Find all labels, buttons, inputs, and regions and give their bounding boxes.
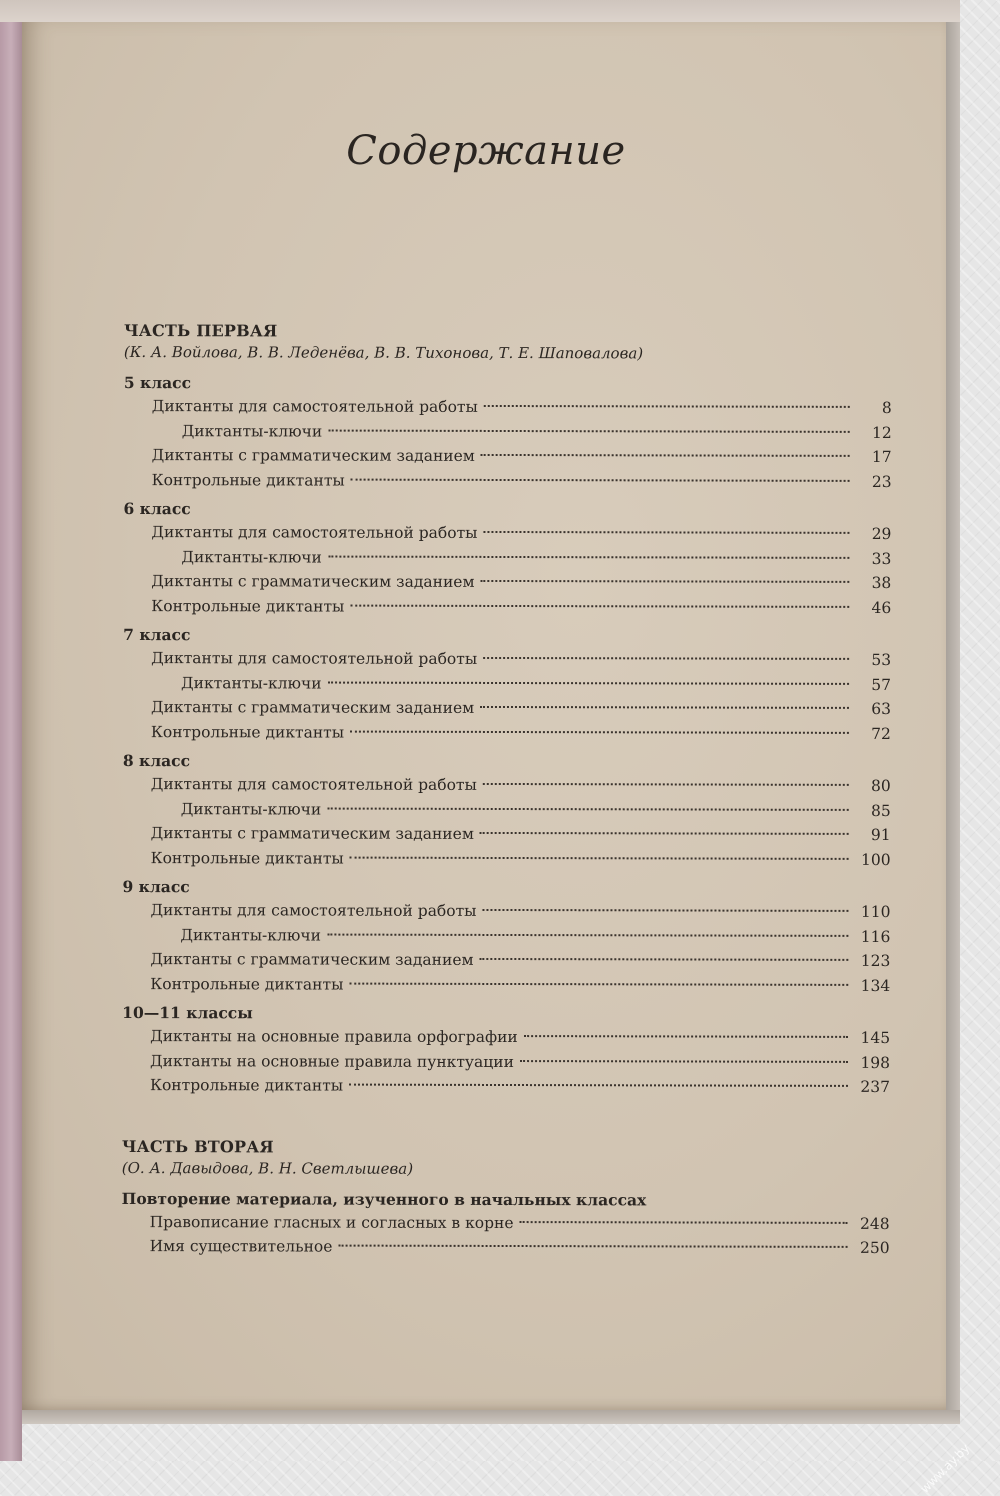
section-group	[122, 1187, 890, 1260]
section-title: Повторение материала, изученного в начальных классах	[121, 1188, 647, 1209]
book-cover-edge-bottom	[22, 1410, 960, 1424]
grade-title: 5 класс	[123, 372, 192, 393]
toc-entry-page: 145	[860, 1028, 891, 1048]
toc-entry[interactable]	[122, 1048, 890, 1075]
dot-leader	[327, 933, 848, 936]
toc-entry-page: 134	[860, 976, 891, 995]
dot-leader	[483, 657, 849, 660]
toc-entry-page: 123	[860, 951, 891, 971]
toc-entry-label: Контрольные диктанты	[151, 596, 345, 616]
part-authors: (К. А. Войлова, В. В. Леденёва, В. В. Тихонова, Т. Е. Шаповалова)	[123, 342, 644, 363]
dot-leader	[484, 405, 850, 408]
toc-entry[interactable]	[124, 418, 892, 445]
toc-entry-label: Контрольные диктанты	[150, 974, 344, 994]
grade-group	[122, 876, 890, 998]
grade-title: 6 класс	[123, 498, 191, 519]
dot-leader	[327, 807, 848, 810]
toc-entry-label: Диктанты на основные правила орфографии	[150, 1027, 518, 1047]
toc-entry-page: 12	[871, 423, 892, 442]
grade-title: 10—11 классы	[122, 1002, 253, 1023]
toc-entry[interactable]	[124, 394, 892, 421]
toc-entry[interactable]	[123, 670, 891, 697]
table-of-contents	[122, 320, 892, 1267]
dot-leader	[483, 783, 849, 786]
toc-entry-page: 57	[871, 675, 892, 694]
watermark: www.ay.by	[917, 1441, 972, 1496]
toc-entry-label: Диктанты с грамматическим заданием	[151, 572, 475, 591]
book-cover-edge-right	[946, 22, 960, 1422]
toc-entry-page: 53	[871, 650, 892, 670]
dot-leader	[480, 958, 849, 961]
toc-entry-page: 33	[871, 549, 892, 568]
toc-entry[interactable]	[124, 443, 892, 470]
dot-leader	[328, 429, 849, 432]
toc-entry-label: Диктанты-ключи	[181, 673, 322, 693]
toc-entry[interactable]	[123, 719, 891, 746]
dot-leader	[480, 832, 849, 835]
grade-group	[124, 372, 892, 494]
toc-entry-page: 46	[871, 598, 892, 617]
toc-entry-label: Диктанты с грамматическим заданием	[150, 950, 474, 969]
toc-entry[interactable]	[122, 1209, 890, 1236]
toc-entry[interactable]	[122, 898, 890, 925]
toc-entry[interactable]	[123, 772, 891, 799]
toc-entry[interactable]	[123, 695, 891, 722]
toc-entry-page: 198	[860, 1053, 891, 1072]
toc-entry-label: Контрольные диктанты	[150, 848, 344, 868]
dot-leader	[480, 706, 849, 709]
dot-leader	[349, 1084, 848, 1087]
toc-entry-label: Правописание гласных и согласных в корне	[149, 1212, 514, 1232]
toc-entry-label: Диктанты с грамматическим заданием	[150, 698, 475, 717]
toc-entry[interactable]	[123, 646, 891, 673]
toc-entry-page: 116	[860, 927, 891, 946]
toc-entry-label: Имя существительное	[149, 1237, 333, 1256]
grade-title: 8 класс	[122, 750, 191, 771]
toc-entry[interactable]	[122, 1073, 890, 1100]
part-authors: (О. А. Давыдова, В. Н. Светлышева)	[121, 1158, 414, 1178]
book-cover-edge-left	[0, 0, 22, 1461]
dot-leader	[481, 454, 850, 457]
toc-entry-page: 38	[871, 573, 892, 593]
toc-entry-label: Диктанты для самостоятельной работы	[151, 649, 478, 668]
toc-entry-label: Контрольные диктанты	[150, 722, 345, 742]
toc-entry-label: Диктанты для самостоятельной работы	[151, 397, 478, 416]
toc-entry-page: 250	[859, 1238, 890, 1258]
toc-entry[interactable]	[124, 467, 892, 494]
toc-entry[interactable]	[122, 1234, 890, 1261]
toc-entry[interactable]	[122, 947, 890, 974]
toc-entry-label: Контрольные диктанты	[149, 1076, 344, 1095]
dot-leader	[351, 478, 850, 481]
toc-entry[interactable]	[122, 1024, 890, 1051]
toc-entry-label: Диктанты-ключи	[180, 925, 321, 945]
dot-leader	[524, 1035, 848, 1038]
book-cover-edge-top	[0, 0, 960, 22]
toc-entry-page: 85	[870, 801, 891, 820]
toc-entry[interactable]	[123, 821, 891, 848]
toc-entry-label: Диктанты с грамматическим заданием	[150, 824, 474, 843]
toc-entry-page: 29	[871, 524, 892, 544]
toc-entry-page: 237	[860, 1077, 891, 1097]
toc-entry[interactable]	[123, 796, 891, 823]
dot-leader	[350, 856, 849, 859]
grade-title: 7 класс	[123, 624, 191, 645]
dot-leader	[349, 982, 848, 985]
toc-entry-page: 91	[870, 825, 891, 845]
dot-leader	[338, 1245, 847, 1248]
toc-entry-label: Диктанты-ключи	[181, 421, 323, 441]
toc-entry-label: Диктанты-ключи	[181, 547, 322, 567]
toc-entry-page: 17	[871, 447, 892, 467]
toc-entry-label: Контрольные диктанты	[151, 470, 345, 490]
page-title: Содержание	[346, 128, 626, 174]
toc-entry-page: 23	[871, 472, 892, 491]
dot-leader	[328, 555, 849, 558]
part-spacer	[122, 1103, 890, 1137]
grade-group	[122, 1002, 890, 1100]
toc-entry-page: 8	[881, 398, 892, 418]
toc-entry-label: Диктанты-ключи	[180, 799, 322, 819]
toc-entry-page: 80	[871, 776, 891, 796]
grade-title: 9 класс	[122, 876, 190, 897]
grade-group	[123, 750, 891, 872]
toc-entry[interactable]	[122, 971, 890, 998]
dot-leader	[481, 580, 850, 583]
dot-leader	[520, 1221, 848, 1224]
dot-leader	[483, 909, 849, 912]
dot-leader	[350, 730, 849, 733]
toc-entry[interactable]	[123, 544, 891, 571]
dot-leader	[520, 1060, 848, 1063]
toc-entry[interactable]	[123, 593, 891, 620]
toc-entry[interactable]	[122, 922, 890, 949]
toc-entry[interactable]	[123, 569, 891, 596]
part-title: ЧАСТЬ ПЕРВАЯ	[123, 321, 278, 341]
dot-leader	[328, 681, 849, 684]
toc-entry-label: Диктанты с грамматическим заданием	[151, 446, 475, 465]
toc-entry[interactable]	[123, 520, 891, 547]
toc-entry-page: 72	[871, 724, 891, 743]
toc-entry-page: 63	[871, 699, 892, 719]
toc-entry-page: 100	[860, 850, 891, 869]
grade-group	[123, 624, 891, 746]
part-title: ЧАСТЬ ВТОРАЯ	[121, 1136, 274, 1156]
toc-entry-label: Диктанты для самостоятельной работы	[151, 523, 478, 542]
toc-entry-page: 248	[860, 1214, 890, 1233]
toc-entry-label: Диктанты для самостоятельной работы	[150, 775, 477, 794]
toc-entry[interactable]	[123, 845, 891, 872]
toc-entry-page: 110	[860, 902, 891, 922]
dot-leader	[484, 531, 850, 534]
grade-group	[123, 498, 891, 620]
dot-leader	[350, 604, 849, 607]
toc-entry-label: Диктанты на основные правила пунктуации	[150, 1051, 514, 1071]
toc-entry-label: Диктанты для самостоятельной работы	[150, 901, 477, 920]
